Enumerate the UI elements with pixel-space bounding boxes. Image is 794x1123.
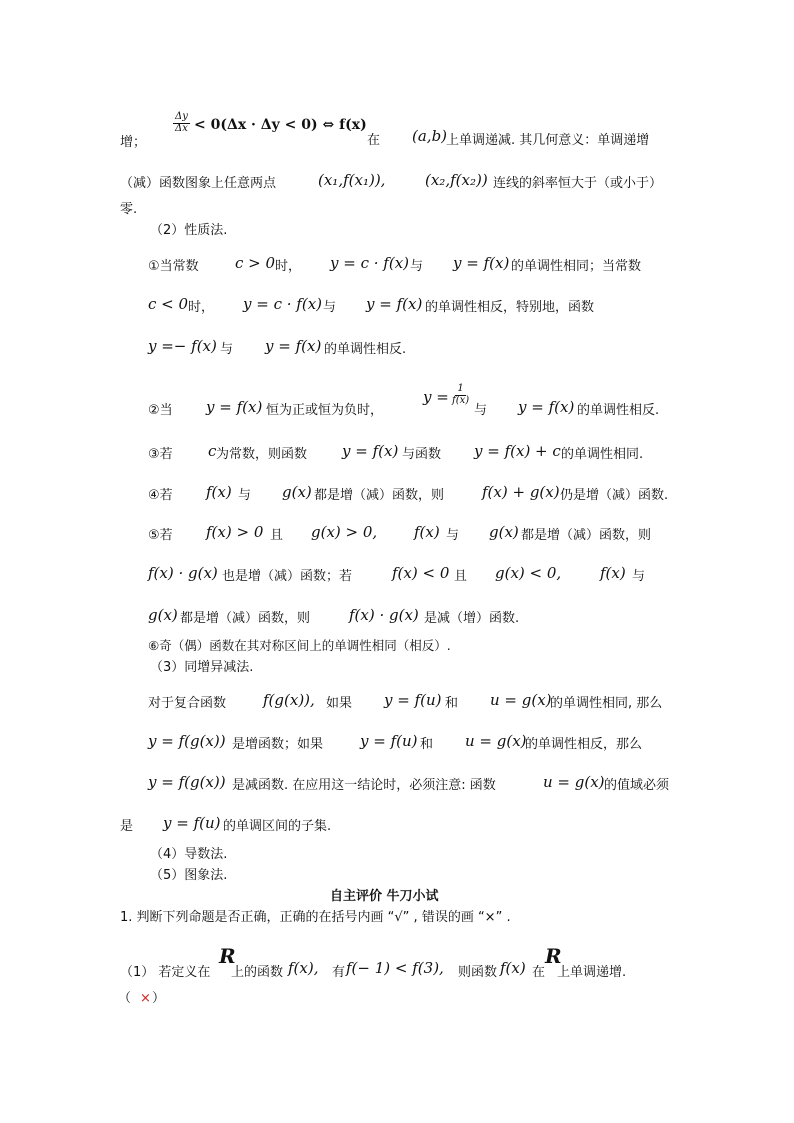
formula: f(− 1) < f(3), [346,959,444,977]
text: 的单调性相反. [324,342,407,357]
text: 是增函数；如果 [232,737,324,752]
formula: y = f(x) [206,398,263,416]
formula: f(x), [288,959,319,977]
formula: f(x) · g(x) [349,606,419,624]
question-1-1 [0,946,794,980]
line-18 [0,772,794,806]
formula: y = c · f(x) [330,254,409,272]
text: ①当常数 [148,259,199,274]
line-2 [0,170,794,204]
text: 仍是增（减）函数. [560,488,669,503]
fraction-numerator: Δy [175,111,188,122]
text: 与 [474,403,488,418]
answer-line [0,992,794,1026]
text: 也是增（减）函数；若 [222,569,353,584]
formula: y = c · f(x) [243,295,322,313]
text: 的单调性相反，特别地，函数 [425,300,595,315]
text: 和 [445,696,459,711]
formula: y = [423,388,449,406]
formula: (a,b) [412,127,448,145]
text: 上的函数 [231,965,284,980]
text: （减）函数图象上任意两点 [120,176,277,191]
text: （3）同增异减法. [150,660,254,675]
text: 都是增（减）函数，则 [180,611,311,626]
text: 的单调性相反. [577,403,660,418]
section-title-text: 自主评价 牛刀小试 [330,889,439,904]
text: ③若 [148,447,173,462]
formula: f(x) · g(x) [148,564,218,582]
text: 的单调区间的子集. [223,819,332,834]
formula: y = f(x) [366,295,423,313]
formula: y = f(x) + c [474,442,561,460]
text: 有 [332,965,346,980]
text: 与函数 [402,447,442,462]
line-10 [0,482,794,516]
fraction-denominator: Δx [175,122,188,134]
line-12 [0,563,794,597]
line-13 [0,605,794,639]
line-1 [0,111,794,150]
text: 与 [632,569,646,584]
formula: g(x) [282,483,312,501]
text: 是减（增）函数. [424,611,520,626]
text: 为常数，则函数 [216,447,308,462]
text: 的单调性相同, 那么 [550,696,663,711]
text: 恒为正或恒为负时， [266,403,384,418]
answer-close-paren: ） [152,991,166,1006]
text: 如果 [326,696,353,711]
text: 和 [420,737,434,752]
formula: f(x) > 0 [206,523,264,541]
text: （4）导数法. [150,847,228,862]
text: 都是增（减）函数，则 [314,488,445,503]
text: 且 [454,569,468,584]
formula: (x₂,f(x₂)) [425,171,488,189]
formula: (x₁,f(x₁)), [318,171,386,189]
formula: u = g(x) [490,691,552,709]
text: 的单调性相同. [561,447,644,462]
line-5 [0,253,794,287]
line-7 [0,336,794,370]
line-8 [0,384,794,418]
question-1 [0,911,794,945]
text: 与 [446,528,460,543]
formula: f(x) [500,959,526,977]
text: 是减函数. 在应用这一结论时，必须注意: 函数 [232,778,496,793]
text: 与 [220,342,234,357]
text: 上单调递减. 其几何意义：单调递增 [446,133,650,148]
text: ⑥奇（偶）函数在其对称区间上的单调性相同（相反）. [148,638,451,653]
line-19 [0,813,794,847]
answer-open-paren: （ [118,991,132,1006]
formula: g(x) [489,523,519,541]
formula: y = f(g(x)) [148,732,226,750]
formula: R [545,944,562,968]
formula: f(x) [206,483,232,501]
formula: y = f(g(x)) [148,773,226,791]
text: 的单调性相同；当常数 [511,259,642,274]
formula: y = f(x) [453,254,510,272]
text: ④若 [148,488,173,503]
formula: f(g(x)), [263,691,315,709]
fraction [450,384,471,406]
text: （1） 若定义在 [120,965,211,980]
formula: g(x) > 0, [311,523,378,541]
formula: y = f(u) [163,814,221,832]
text: 对于复合函数 [148,696,227,711]
formula: < 0(Δx · Δy < 0) ⇔ f(x) [194,117,367,133]
text: 在 [532,965,546,980]
formula: y = f(x) [265,337,322,355]
formula: R [219,944,236,968]
text: ②当 [148,403,173,418]
text: 都是增（减）函数，则 [521,528,652,543]
text: 与 [410,259,424,274]
fraction [173,112,190,134]
text: 在 [367,133,381,148]
text: 增； [120,135,147,150]
question-1-text: 1. 判断下列命题是否正确，正确的在括号内画 “√” , 错误的画 “×” . [120,910,511,925]
text: 的值域必须 [604,778,670,793]
formula: y = f(x) [342,442,399,460]
text: （5）图象法. [150,868,228,883]
text: 时， [275,259,302,274]
formula: y = f(u) [360,732,418,750]
text: 与 [238,488,252,503]
text: 则函数 [458,965,498,980]
text: 与 [323,300,337,315]
line-17 [0,731,794,765]
text: 零. [120,202,138,217]
text: ⑤若 [148,528,173,543]
formula: c > 0 [235,254,276,272]
formula: f(x) [414,523,440,541]
formula: g(x) [148,606,178,624]
line-9 [0,441,794,475]
line-11 [0,522,794,556]
formula: y = f(x) [518,398,575,416]
formula: u = g(x) [465,732,527,750]
text: 连线的斜率恒大于（或小于） [493,176,663,191]
line-16 [0,690,794,724]
text: 且 [270,528,284,543]
text: 是 [120,819,134,834]
text: （2）性质法. [150,223,228,238]
formula: f(x) + g(x) [482,483,560,501]
formula: y =− f(x) [148,337,217,355]
fraction-numerator: 1 [457,383,464,394]
text: 时， [188,300,215,315]
formula: y = f(u) [384,691,442,709]
text: 上单调递增. [557,965,627,980]
text: 的单调性相反，那么 [525,737,643,752]
formula: c [208,442,217,460]
formula: g(x) < 0, [495,564,562,582]
formula: c < 0 [148,295,189,313]
formula: f(x) [600,564,626,582]
fraction-denominator: f(x) [452,394,470,406]
formula: f(x) < 0 [392,564,450,582]
answer-mark: × [140,991,151,1006]
formula: u = g(x) [543,773,605,791]
line-6 [0,294,794,328]
